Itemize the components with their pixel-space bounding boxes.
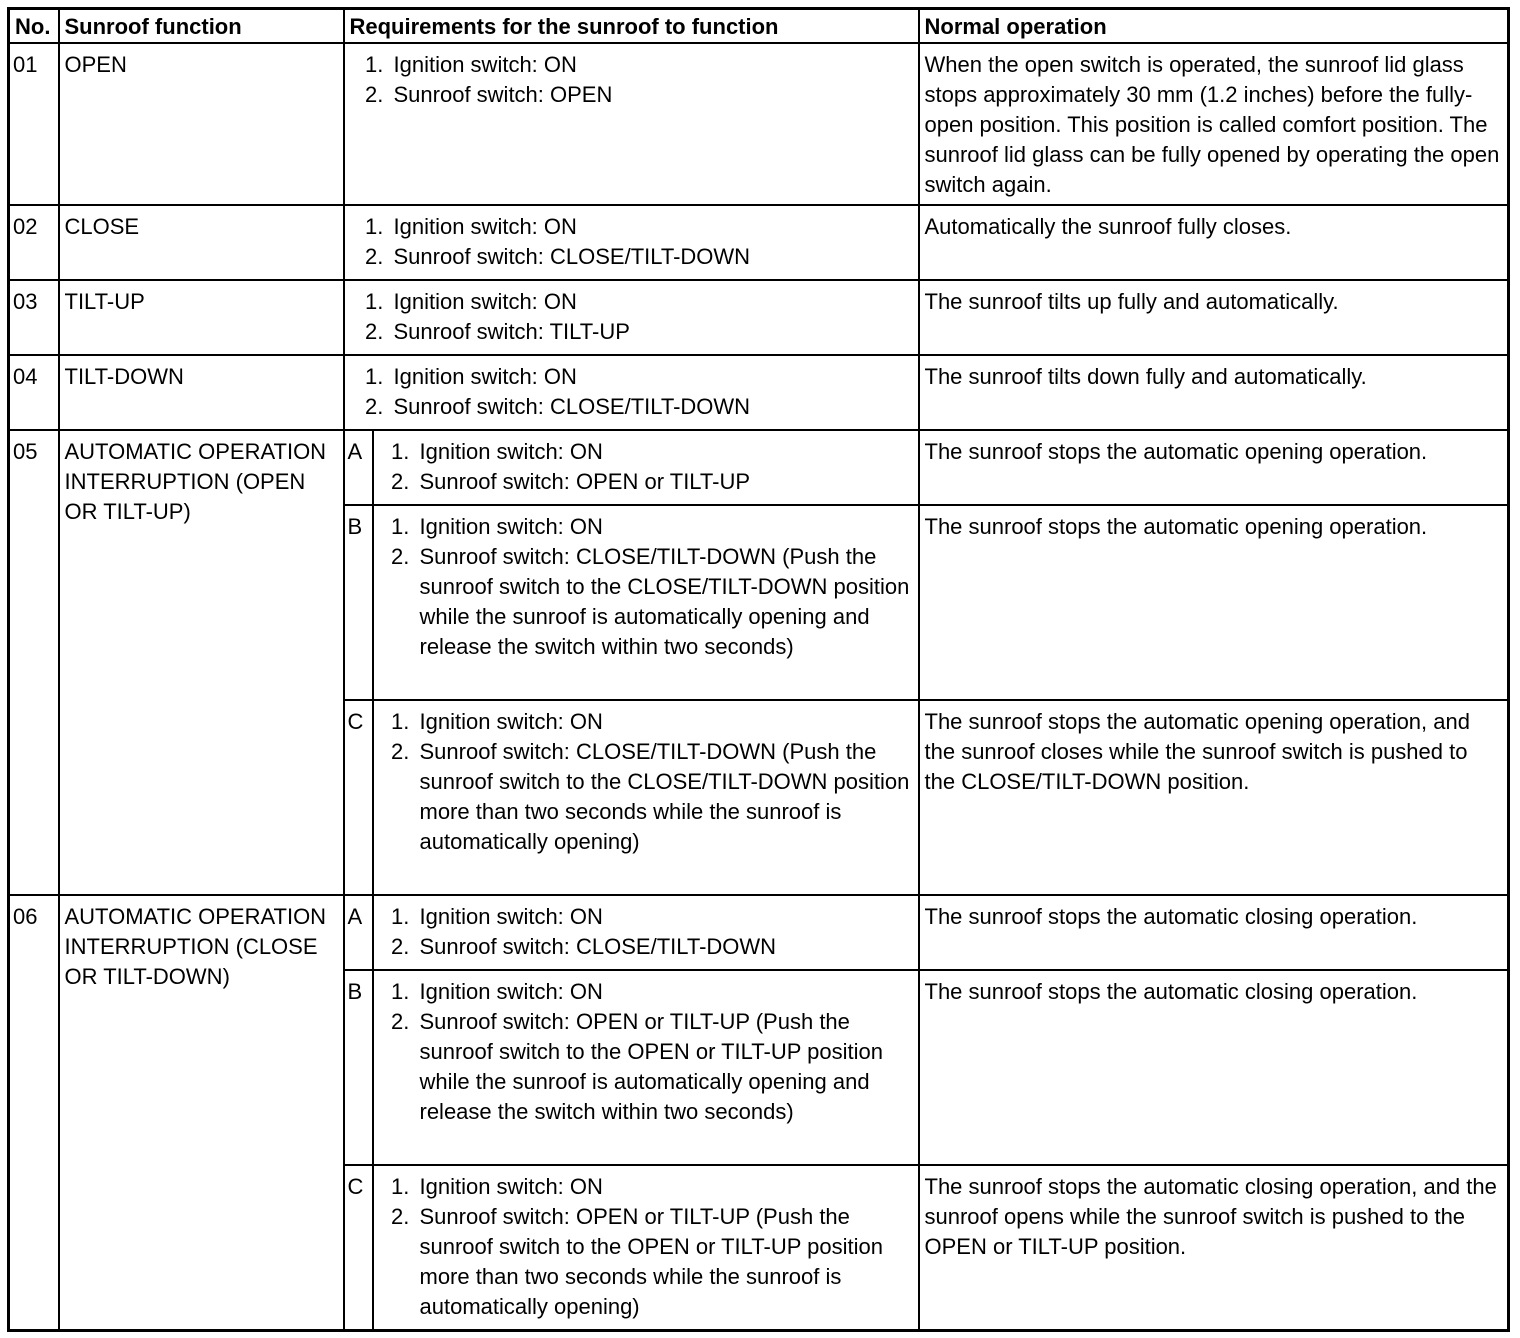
requirements-list bbox=[350, 287, 913, 347]
requirements-list bbox=[379, 437, 913, 497]
requirements-list bbox=[379, 1172, 913, 1322]
requirements-list bbox=[379, 512, 913, 662]
requirements-cell bbox=[344, 205, 919, 280]
requirements-list bbox=[350, 50, 913, 110]
requirements-cell bbox=[344, 355, 919, 430]
sub-case-label: A bbox=[344, 430, 373, 505]
requirement-item: 2. Sunroof switch: TILT-UP bbox=[390, 317, 913, 347]
sub-case-label: B bbox=[344, 970, 373, 1165]
sunroof-function: TILT-UP bbox=[59, 280, 344, 355]
requirement-item: 1. Ignition switch: ON bbox=[416, 1172, 913, 1202]
requirements-list bbox=[350, 212, 913, 272]
row-number: 01 bbox=[9, 43, 59, 205]
sub-case-label: C bbox=[344, 1165, 373, 1330]
requirement-item: 2. Sunroof switch: CLOSE/TILT-DOWN bbox=[390, 392, 913, 422]
requirements-cell bbox=[373, 700, 919, 895]
header-normal-operation: Normal operation bbox=[919, 9, 1509, 44]
sub-case-label: C bbox=[344, 700, 373, 895]
normal-operation: The sunroof stops the automatic closing operation, and the sunroof opens while the sunroof switch is pushed to the OPEN or TILT-UP position. bbox=[919, 1165, 1509, 1330]
requirement-item: 1. Ignition switch: ON bbox=[416, 902, 913, 932]
header-requirements: Requirements for the sunroof to function bbox=[344, 9, 919, 44]
row-number: 06 bbox=[9, 895, 59, 1330]
normal-operation: The sunroof stops the automatic closing operation. bbox=[919, 895, 1509, 970]
requirements-cell bbox=[373, 430, 919, 505]
requirement-item: 2. Sunroof switch: OPEN bbox=[390, 80, 913, 110]
sunroof-function-table bbox=[7, 7, 1510, 1332]
requirement-item: 1. Ignition switch: ON bbox=[416, 977, 913, 1007]
normal-operation: When the open switch is operated, the sunroof lid glass stops approximately 30 mm (1.2 inches) before the fully-open position. This position is called comfort position. The sunroof lid glass can be fully opened by operating the open switch again. bbox=[919, 43, 1509, 205]
normal-operation: Automatically the sunroof fully closes. bbox=[919, 205, 1509, 280]
table-row bbox=[9, 355, 1509, 430]
row-number: 04 bbox=[9, 355, 59, 430]
requirement-item: 2. Sunroof switch: CLOSE/TILT-DOWN (Push the sunroof switch to the CLOSE/TILT-DOWN position while the sunroof is automatically opening and release the switch within two seconds) bbox=[416, 542, 913, 662]
requirement-item: 2. Sunroof switch: CLOSE/TILT-DOWN bbox=[390, 242, 913, 272]
sunroof-function: AUTOMATIC OPERATION INTERRUPTION (OPEN OR TILT-UP) bbox=[59, 430, 344, 895]
normal-operation: The sunroof tilts down fully and automatically. bbox=[919, 355, 1509, 430]
table-row bbox=[9, 43, 1509, 205]
requirement-item: 1. Ignition switch: ON bbox=[390, 287, 913, 317]
requirement-item: 2. Sunroof switch: OPEN or TILT-UP bbox=[416, 467, 913, 497]
requirement-item: 1. Ignition switch: ON bbox=[390, 50, 913, 80]
requirements-cell bbox=[344, 280, 919, 355]
requirement-item: 1. Ignition switch: ON bbox=[416, 512, 913, 542]
requirements-list bbox=[379, 977, 913, 1127]
requirement-item: 1. Ignition switch: ON bbox=[416, 707, 913, 737]
header-row bbox=[9, 9, 1509, 44]
requirement-item: 1. Ignition switch: ON bbox=[390, 362, 913, 392]
normal-operation: The sunroof stops the automatic opening operation. bbox=[919, 430, 1509, 505]
requirements-cell bbox=[373, 970, 919, 1165]
requirements-list bbox=[379, 902, 913, 962]
requirements-cell bbox=[344, 43, 919, 205]
normal-operation: The sunroof stops the automatic closing operation. bbox=[919, 970, 1509, 1165]
requirement-item: 2. Sunroof switch: CLOSE/TILT-DOWN bbox=[416, 932, 913, 962]
requirement-item: 1. Ignition switch: ON bbox=[416, 437, 913, 467]
row-number: 03 bbox=[9, 280, 59, 355]
requirement-item: 2. Sunroof switch: OPEN or TILT-UP (Push the sunroof switch to the OPEN or TILT-UP position while the sunroof is automatically opening and release the switch within two seconds) bbox=[416, 1007, 913, 1127]
sunroof-function: OPEN bbox=[59, 43, 344, 205]
sunroof-function: TILT-DOWN bbox=[59, 355, 344, 430]
requirement-item: 1. Ignition switch: ON bbox=[390, 212, 913, 242]
row-number: 02 bbox=[9, 205, 59, 280]
requirement-item: 2. Sunroof switch: CLOSE/TILT-DOWN (Push the sunroof switch to the CLOSE/TILT-DOWN position more than two seconds while the sunroof is automatically opening) bbox=[416, 737, 913, 857]
table-row bbox=[9, 430, 1509, 505]
header-sunroof-function: Sunroof function bbox=[59, 9, 344, 44]
requirements-cell bbox=[373, 895, 919, 970]
table-row bbox=[9, 280, 1509, 355]
table-row bbox=[9, 205, 1509, 280]
sub-case-label: A bbox=[344, 895, 373, 970]
normal-operation: The sunroof stops the automatic opening operation. bbox=[919, 505, 1509, 700]
sunroof-function: CLOSE bbox=[59, 205, 344, 280]
table-row bbox=[9, 895, 1509, 970]
requirements-cell bbox=[373, 1165, 919, 1330]
requirements-list bbox=[350, 362, 913, 422]
sunroof-function: AUTOMATIC OPERATION INTERRUPTION (CLOSE OR TILT-DOWN) bbox=[59, 895, 344, 1330]
normal-operation: The sunroof stops the automatic opening operation, and the sunroof closes while the sunroof switch is pushed to the CLOSE/TILT-DOWN position. bbox=[919, 700, 1509, 895]
row-number: 05 bbox=[9, 430, 59, 895]
sub-case-label: B bbox=[344, 505, 373, 700]
header-no: No. bbox=[9, 9, 59, 44]
normal-operation: The sunroof tilts up fully and automatically. bbox=[919, 280, 1509, 355]
requirements-cell bbox=[373, 505, 919, 700]
requirement-item: 2. Sunroof switch: OPEN or TILT-UP (Push the sunroof switch to the OPEN or TILT-UP position more than two seconds while the sunroof is automatically opening) bbox=[416, 1202, 913, 1322]
requirements-list bbox=[379, 707, 913, 857]
